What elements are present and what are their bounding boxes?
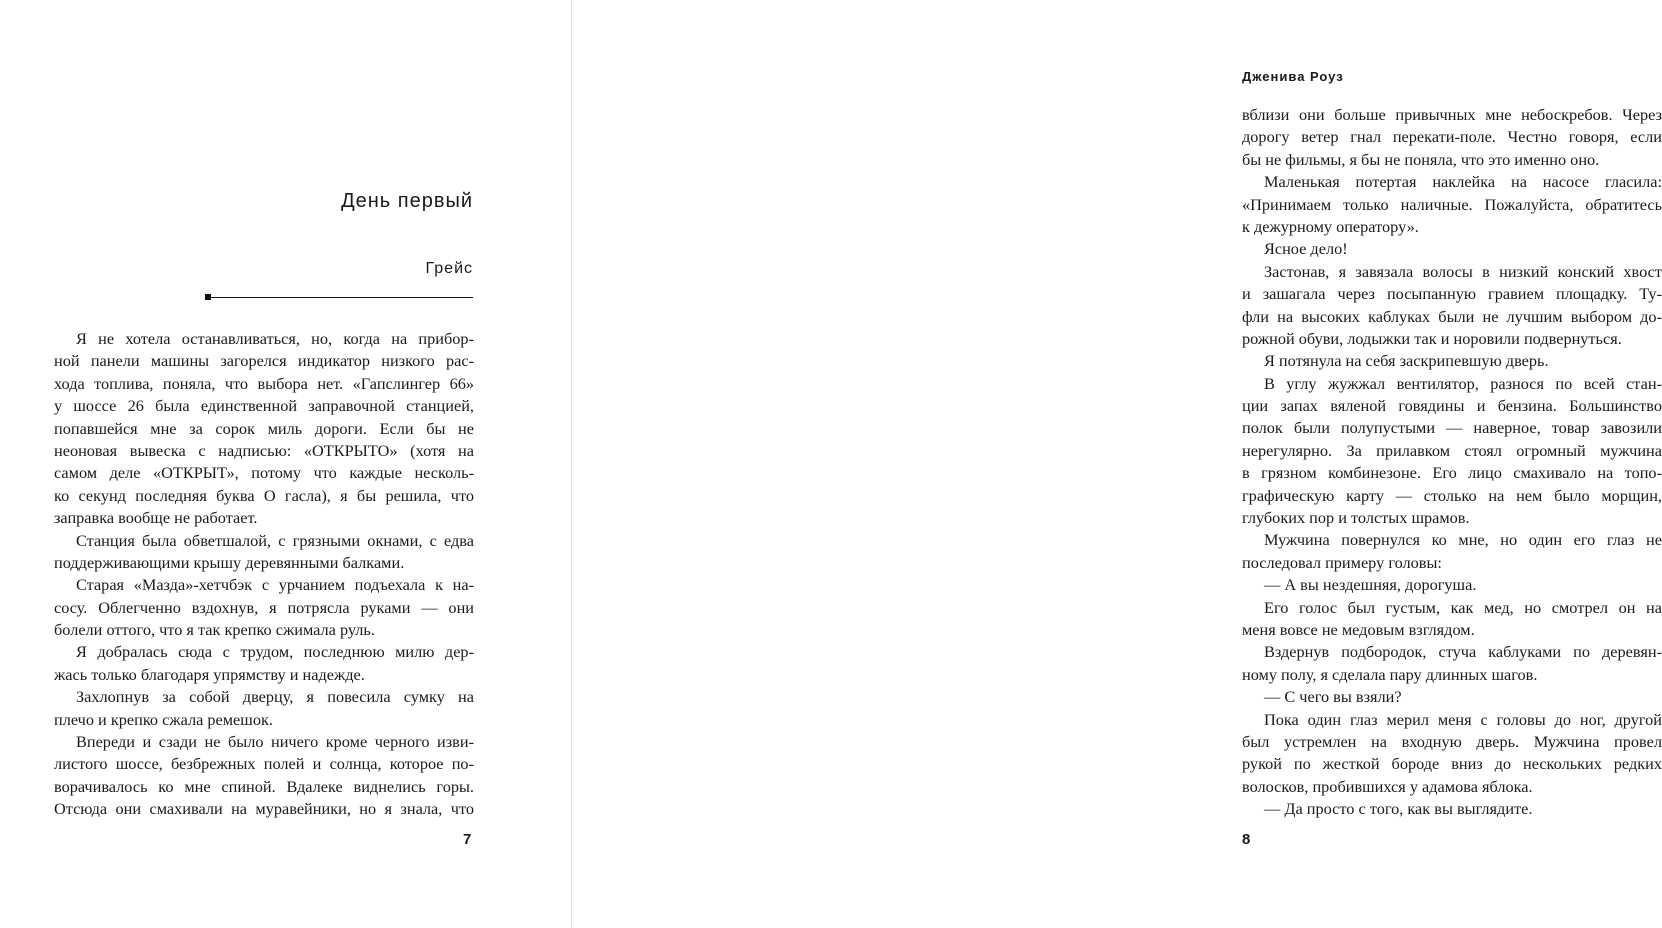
text-line: Захлопнув за собой дверцу, я повесила сумку на [76,687,474,707]
text-line: Маленькая потертая наклейка на насосе гласила: [1264,172,1662,192]
text-line: Его голос был густым, как мед, но смотрел он на [1264,597,1662,617]
text-line: Мужчина повернулся ко мне, но один его глаз не [1264,530,1662,550]
left-page [0,0,572,928]
left-body-text [54,328,474,821]
text-line: сосу. Облегченно вздохнув, я потрясла руками — они [54,597,474,617]
text-line: Я не хотела останавливаться, но, когда на прибор- [76,329,474,348]
text-line: дорогу ветер гнал перекати-поле. Честно говоря, если [1242,127,1662,147]
right-body-text [1242,104,1662,821]
text-line: полок были полупустыми — наверное, товар завозили [1242,418,1662,438]
text-line: заправка вообще не работает. [54,508,258,528]
text-line: волосков, пробившихся у адамова яблока. [1242,776,1533,796]
text-line: хода топлива, поняла, что выбора нет. «Гапслингер 66» [54,373,474,393]
text-line: Отсюда они смахивали на муравейники, но я знала, что [54,799,474,819]
text-line: в грязном комбинезоне. Его лицо смахивало на топо- [1242,463,1662,483]
text-line: — С чего вы взяли? [1264,687,1402,707]
chapter-title: День первый [341,190,473,212]
text-line: графическую карту — столько на нем было морщин, [1242,485,1662,505]
text-line: ко секунд последняя буква О гасла), я бы решила, что [54,485,474,505]
text-line: Вздернув подбородок, стуча каблуками по деревян- [1264,642,1662,662]
text-line: — Да просто с того, как вы выглядите. [1264,799,1533,819]
text-line: и зашагала через посыпанную гравием площадку. Ту- [1242,284,1662,304]
text-line: последовал примеру головы: [1242,552,1442,572]
text-line: Застонав, я завязала волосы в низкий конский хвост [1264,261,1662,281]
text-line: меня вовсе не медовым взглядом. [1242,619,1475,639]
text-line: Старая «Мазда»-хетчбэк с урчанием подъехала к на- [76,575,474,595]
text-line: болели оттого, что я так крепко сжимала руль. [54,620,375,640]
text-line: фли на высоких каблуках были не лучшим выбором до- [1242,306,1662,326]
text-line: — А вы нездешняя, дорогуша. [1264,575,1477,595]
running-head-author: Дженива Роуз [1242,69,1344,84]
text-line: глубоких пор и толстых шрамов. [1242,508,1470,528]
text-line: нерегулярно. За прилавком стоял огромный мужчина [1242,440,1662,460]
text-line: поддерживающими крышу деревянными балками. [54,552,405,572]
text-line: ной панели машины загорелся индикатор низкого рас- [54,351,474,371]
text-line: ции запах вяленой говядины и бензина. Большинство [1242,396,1662,416]
text-line: неоновая вывеска с надписью: «ОТКРЫТО» (хотя на [54,440,474,460]
text-line: рукой по жесткой бороде вниз до нескольких редких [1242,754,1662,774]
text-line: бы не фильмы, я бы не поняла, что это именно оно. [1242,149,1600,169]
text-line: плечо и крепко сжала ремешок. [54,709,273,729]
text-line: ворачивалось ко мне спиной. Вдалеке виднелись горы. [54,776,474,796]
ornament-rule [209,297,473,298]
text-line: вблизи они больше привычных мне небоскребов. Через [1242,105,1662,124]
text-line: Я добралась сюда с трудом, последнюю милю дер- [76,642,474,662]
chapter-subtitle: Грейс [425,260,473,277]
right-page [572,0,1662,928]
text-line: Станция была обветшалой, с грязными окнами, с едва [76,530,474,550]
text-line: жась только благодаря упрямству и надежде. [54,664,365,684]
text-line: к дежурному оператору». [1242,216,1419,236]
text-line: «Принимаем только наличные. Пожалуйста, обратитесь [1242,194,1662,214]
page-number-right: 8 [1242,831,1251,848]
text-line: Я потянула на себя заскрипевшую дверь. [1264,351,1549,371]
text-line: Впереди и сзади не было ничего кроме черного изви- [76,732,474,752]
text-line: у шоссе 26 была единственной заправочной станцией, [54,396,474,416]
text-line: рожной обуви, лодыжки так и норовили подвернуться. [1242,328,1622,348]
text-line: ному полу, я сделала пару длинных шагов. [1242,664,1538,684]
text-line: самом деле «ОТКРЫТ», потому что каждые несколь- [54,463,474,483]
page-number-left: 7 [463,831,472,848]
text-line: был устремлен на входную дверь. Мужчина провел [1242,731,1662,751]
text-line: попавшейся мне за сорок миль дороги. Если бы не [54,418,474,438]
text-line: Ясное дело! [1264,239,1348,259]
text-line: листого шоссе, безбрежных полей и солнца, которое по- [54,754,474,774]
text-line: Пока один глаз мерил меня с головы до ног, другой [1264,709,1662,729]
text-line: В углу жужжал вентилятор, разнося по всей стан- [1264,373,1662,393]
